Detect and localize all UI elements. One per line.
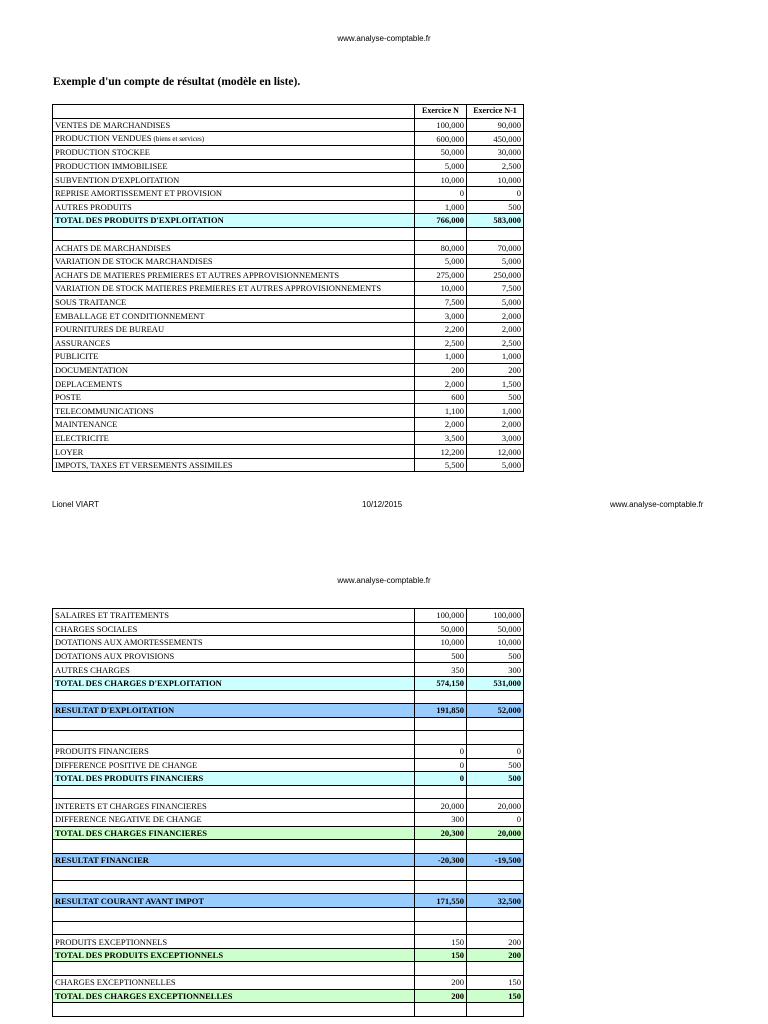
value-exercice-n1 (467, 867, 524, 881)
row-label (53, 431, 415, 445)
value-exercice-n1: 200 (467, 948, 524, 962)
row-label (53, 282, 415, 296)
row-label (53, 227, 415, 241)
row-label-text: RESULTAT COURANT AVANT IMPOT (55, 895, 205, 906)
value-exercice-n1: 32,500 (467, 894, 524, 908)
value-exercice-n: 574,150 (415, 676, 467, 690)
row-label (53, 132, 415, 146)
value-exercice-n: 2,000 (415, 418, 467, 432)
value-exercice-n: 0 (415, 744, 467, 758)
table-row (53, 649, 524, 663)
row-label (53, 214, 415, 228)
row-label-text: TOTAL DES PRODUITS D'EXPLOITATION (55, 215, 224, 226)
row-label (53, 812, 415, 826)
value-exercice-n: 1,000 (415, 350, 467, 364)
value-exercice-n: 12,200 (415, 445, 467, 459)
total-row (53, 853, 524, 867)
value-exercice-n: 500 (415, 649, 467, 663)
total-row (53, 214, 524, 228)
total-row (53, 772, 524, 786)
row-label-text: VARIATION DE STOCK MATIERES PREMIERES ET AUTRES APPROVISIONNEMENTS (55, 283, 382, 294)
value-exercice-n1: 7,500 (467, 282, 524, 296)
value-exercice-n (415, 867, 467, 881)
row-label (53, 894, 415, 908)
value-exercice-n1: 0 (467, 744, 524, 758)
table-row (53, 812, 524, 826)
row-label-text: PRODUITS FINANCIERS (55, 746, 149, 757)
table-row (53, 295, 524, 309)
value-exercice-n1: 500 (467, 772, 524, 786)
table-row (53, 377, 524, 391)
table-row (53, 118, 524, 132)
table-row (53, 799, 524, 813)
value-exercice-n1: 2,000 (467, 309, 524, 323)
row-label-text: ASSURANCES (55, 337, 111, 348)
table-row (53, 159, 524, 173)
table-row (53, 390, 524, 404)
row-label-text: ACHATS DE MARCHANDISES (55, 242, 171, 253)
blank-row (53, 1003, 524, 1017)
row-label-text: TOTAL DES CHARGES D'EXPLOITATION (55, 678, 222, 689)
value-exercice-n1: 5,000 (467, 254, 524, 268)
value-exercice-n1: 50,000 (467, 622, 524, 636)
value-exercice-n1: 500 (467, 200, 524, 214)
row-label (53, 676, 415, 690)
table-row (53, 322, 524, 336)
row-label-text: TELECOMMUNICATIONS (55, 405, 154, 416)
row-label (53, 921, 415, 935)
table-row (53, 282, 524, 296)
row-label-text: SOUS TRAITANCE (55, 297, 127, 308)
value-exercice-n1: 450,000 (467, 132, 524, 146)
value-exercice-n1: 0 (467, 186, 524, 200)
income-statement-table-page2 (52, 608, 524, 1017)
row-label (53, 363, 415, 377)
value-exercice-n1: 10,000 (467, 636, 524, 650)
value-exercice-n: 0 (415, 758, 467, 772)
table-header-row (53, 105, 524, 119)
value-exercice-n1 (467, 1003, 524, 1017)
table-row (53, 200, 524, 214)
row-label (53, 350, 415, 364)
value-exercice-n1 (467, 717, 524, 731)
value-exercice-n: 300 (415, 812, 467, 826)
row-label (53, 744, 415, 758)
value-exercice-n (415, 921, 467, 935)
table-row (53, 622, 524, 636)
row-label-text: PRODUCTION VENDUES (55, 133, 152, 144)
table-row (53, 336, 524, 350)
value-exercice-n1: 150 (467, 976, 524, 990)
value-exercice-n1: 20,000 (467, 826, 524, 840)
value-exercice-n1: 531,000 (467, 676, 524, 690)
table-row (53, 636, 524, 650)
value-exercice-n: 200 (415, 976, 467, 990)
table-row (53, 609, 524, 623)
row-label-text: DOTATIONS AUX PROVISIONS (55, 651, 175, 662)
value-exercice-n: 7,500 (415, 295, 467, 309)
value-exercice-n1: 5,000 (467, 458, 524, 472)
row-label-text: TOTAL DES PRODUITS EXCEPTIONNELS (55, 950, 224, 961)
blank-row (53, 731, 524, 745)
value-exercice-n (415, 717, 467, 731)
column-header-n1: Exercice N-1 (467, 105, 524, 119)
value-exercice-n (415, 962, 467, 976)
value-exercice-n1: 30,000 (467, 146, 524, 160)
value-exercice-n: 600,000 (415, 132, 467, 146)
row-label (53, 458, 415, 472)
value-exercice-n: 100,000 (415, 118, 467, 132)
blank-row (53, 867, 524, 881)
value-exercice-n: 1,000 (415, 200, 467, 214)
row-label-text: CHARGES EXCEPTIONNELLES (55, 977, 176, 988)
row-label (53, 322, 415, 336)
row-label-text: FOURNITURES DE BUREAU (55, 324, 165, 335)
blank-row (53, 880, 524, 894)
row-label-text: PRODUCTION IMMOBILISEE (55, 161, 168, 172)
total-row (53, 989, 524, 1003)
total-row (53, 894, 524, 908)
value-exercice-n1: 583,000 (467, 214, 524, 228)
value-exercice-n: 20,300 (415, 826, 467, 840)
row-label-text: MAINTENANCE (55, 419, 118, 430)
value-exercice-n: 150 (415, 935, 467, 949)
value-exercice-n: 2,000 (415, 377, 467, 391)
value-exercice-n (415, 880, 467, 894)
row-label (53, 989, 415, 1003)
value-exercice-n: 1,100 (415, 404, 467, 418)
value-exercice-n: 200 (415, 363, 467, 377)
row-label-text: IMPOTS, TAXES ET VERSEMENTS ASSIMILES (55, 460, 233, 471)
row-label-text: RESULTAT FINANCIER (55, 854, 149, 865)
value-exercice-n1: 1,500 (467, 377, 524, 391)
value-exercice-n: 3,500 (415, 431, 467, 445)
value-exercice-n: 766,000 (415, 214, 467, 228)
value-exercice-n: 20,000 (415, 799, 467, 813)
row-label-text: VENTES DE MARCHANDISES (55, 119, 171, 130)
table-row (53, 404, 524, 418)
value-exercice-n1: 52,000 (467, 704, 524, 718)
row-label (53, 254, 415, 268)
table-row (53, 976, 524, 990)
blank-row (53, 785, 524, 799)
row-label (53, 1003, 415, 1017)
value-exercice-n1: 5,000 (467, 295, 524, 309)
value-exercice-n1: -19,500 (467, 853, 524, 867)
total-row (53, 826, 524, 840)
table-row (53, 458, 524, 472)
value-exercice-n: 10,000 (415, 282, 467, 296)
row-label (53, 948, 415, 962)
table-row (53, 445, 524, 459)
table-row (53, 744, 524, 758)
row-label-text: EMBALLAGE ET CONDITIONNEMENT (55, 310, 205, 321)
row-label-text: TOTAL DES CHARGES FINANCIERES (55, 827, 208, 838)
value-exercice-n1 (467, 840, 524, 854)
blank-row (53, 921, 524, 935)
value-exercice-n: 191,850 (415, 704, 467, 718)
row-label (53, 309, 415, 323)
value-exercice-n1: 1,000 (467, 350, 524, 364)
row-label (53, 159, 415, 173)
row-label (53, 976, 415, 990)
footer-author: Lionel VIART (52, 500, 99, 509)
value-exercice-n: 10,000 (415, 173, 467, 187)
value-exercice-n1: 300 (467, 663, 524, 677)
row-label-text: TOTAL DES CHARGES EXCEPTIONNELLES (55, 990, 233, 1001)
blank-row (53, 690, 524, 704)
row-label (53, 799, 415, 813)
row-label (53, 731, 415, 745)
value-exercice-n (415, 785, 467, 799)
page-title: Exemple d'un compte de résultat (modèle en liste). (53, 76, 301, 88)
table-row (53, 758, 524, 772)
value-exercice-n (415, 908, 467, 922)
row-label (53, 690, 415, 704)
blank-row (53, 908, 524, 922)
value-exercice-n: -20,300 (415, 853, 467, 867)
row-label (53, 241, 415, 255)
table-row (53, 173, 524, 187)
value-exercice-n: 0 (415, 186, 467, 200)
table-row (53, 363, 524, 377)
value-exercice-n1: 250,000 (467, 268, 524, 282)
row-label (53, 663, 415, 677)
row-label-text: DOCUMENTATION (55, 364, 128, 375)
value-exercice-n1 (467, 731, 524, 745)
row-label-note: (biens et services) (153, 135, 205, 144)
table-row (53, 186, 524, 200)
value-exercice-n1: 500 (467, 649, 524, 663)
value-exercice-n: 5,000 (415, 254, 467, 268)
value-exercice-n1 (467, 227, 524, 241)
row-label (53, 173, 415, 187)
row-label (53, 908, 415, 922)
table-row (53, 268, 524, 282)
value-exercice-n1: 500 (467, 758, 524, 772)
table-row (53, 241, 524, 255)
row-label-text: DOTATIONS AUX AMORTESSEMENTS (55, 637, 203, 648)
header-label-cell (53, 105, 415, 119)
value-exercice-n1: 10,000 (467, 173, 524, 187)
row-label-text: SUBVENTION D'EXPLOITATION (55, 174, 180, 185)
row-label-text: INTERETS ET CHARGES FINANCIERES (55, 800, 207, 811)
row-label-text: POSTE (55, 392, 81, 403)
row-label (53, 636, 415, 650)
page2-header-site: www.analyse-comptable.fr (337, 576, 431, 585)
income-statement-table-page1 (52, 104, 524, 472)
row-label (53, 336, 415, 350)
value-exercice-n1: 12,000 (467, 445, 524, 459)
footer-date: 10/12/2015 (362, 500, 403, 509)
value-exercice-n (415, 840, 467, 854)
row-label (53, 717, 415, 731)
row-label (53, 609, 415, 623)
row-label-text: PUBLICITE (55, 351, 99, 362)
value-exercice-n1 (467, 690, 524, 704)
table-row (53, 663, 524, 677)
row-label-text: AUTRES PRODUITS (55, 201, 132, 212)
row-label (53, 840, 415, 854)
row-label (53, 704, 415, 718)
value-exercice-n1: 2,000 (467, 322, 524, 336)
row-label (53, 295, 415, 309)
table-row (53, 146, 524, 160)
value-exercice-n1: 100,000 (467, 609, 524, 623)
value-exercice-n1: 2,000 (467, 418, 524, 432)
value-exercice-n1: 90,000 (467, 118, 524, 132)
footer-site: www.analyse-comptable.fr (610, 500, 704, 509)
value-exercice-n: 80,000 (415, 241, 467, 255)
blank-row (53, 717, 524, 731)
row-label-text: DIFFERENCE NEGATIVE DE CHANGE (55, 814, 202, 825)
row-label (53, 935, 415, 949)
value-exercice-n (415, 731, 467, 745)
value-exercice-n: 350 (415, 663, 467, 677)
value-exercice-n (415, 227, 467, 241)
value-exercice-n1 (467, 921, 524, 935)
value-exercice-n: 50,000 (415, 146, 467, 160)
row-label-text: TOTAL DES PRODUITS FINANCIERS (55, 773, 204, 784)
value-exercice-n: 2,200 (415, 322, 467, 336)
value-exercice-n1: 500 (467, 390, 524, 404)
row-label (53, 826, 415, 840)
row-label-text: ELECTRICITE (55, 432, 109, 443)
row-label (53, 785, 415, 799)
value-exercice-n1: 1,000 (467, 404, 524, 418)
blank-row (53, 840, 524, 854)
row-label-text: LOYER (55, 446, 84, 457)
row-label (53, 268, 415, 282)
value-exercice-n (415, 1003, 467, 1017)
value-exercice-n: 150 (415, 948, 467, 962)
value-exercice-n: 50,000 (415, 622, 467, 636)
row-label (53, 118, 415, 132)
table-row (53, 350, 524, 364)
row-label-text: DEPLACEMENTS (55, 378, 123, 389)
table-row (53, 935, 524, 949)
row-label (53, 186, 415, 200)
value-exercice-n1: 200 (467, 935, 524, 949)
value-exercice-n1 (467, 880, 524, 894)
value-exercice-n1: 150 (467, 989, 524, 1003)
blank-row (53, 227, 524, 241)
row-label (53, 867, 415, 881)
value-exercice-n1: 2,500 (467, 336, 524, 350)
row-label (53, 853, 415, 867)
row-label (53, 377, 415, 391)
blank-row (53, 962, 524, 976)
total-row (53, 676, 524, 690)
value-exercice-n: 275,000 (415, 268, 467, 282)
row-label-text: CHARGES SOCIALES (55, 623, 138, 634)
row-label-text: REPRISE AMORTISSEMENT ET PROVISION (55, 188, 223, 199)
value-exercice-n: 10,000 (415, 636, 467, 650)
value-exercice-n: 200 (415, 989, 467, 1003)
value-exercice-n: 171,550 (415, 894, 467, 908)
row-label-text: ACHATS DE MATIERES PREMIERES ET AUTRES APPROVISIONNEMENTS (55, 269, 340, 280)
value-exercice-n1: 3,000 (467, 431, 524, 445)
row-label (53, 880, 415, 894)
row-label-text: VARIATION DE STOCK MARCHANDISES (55, 256, 213, 267)
table-row (53, 309, 524, 323)
row-label-text: DIFFERENCE POSITIVE DE CHANGE (55, 759, 198, 770)
row-label (53, 758, 415, 772)
table-row (53, 132, 524, 146)
value-exercice-n1: 2,500 (467, 159, 524, 173)
value-exercice-n1: 20,000 (467, 799, 524, 813)
value-exercice-n: 3,000 (415, 309, 467, 323)
column-header-n: Exercice N (415, 105, 467, 119)
value-exercice-n: 0 (415, 772, 467, 786)
value-exercice-n: 2,500 (415, 336, 467, 350)
row-label (53, 962, 415, 976)
row-label (53, 649, 415, 663)
table-row (53, 418, 524, 432)
value-exercice-n1: 70,000 (467, 241, 524, 255)
value-exercice-n: 5,000 (415, 159, 467, 173)
row-label (53, 390, 415, 404)
value-exercice-n: 600 (415, 390, 467, 404)
value-exercice-n (415, 690, 467, 704)
value-exercice-n1 (467, 962, 524, 976)
value-exercice-n1: 0 (467, 812, 524, 826)
row-label-text: PRODUCTION STOCKEE (55, 147, 151, 158)
row-label-text: AUTRES CHARGES (55, 664, 130, 675)
row-label (53, 772, 415, 786)
row-label (53, 418, 415, 432)
total-row (53, 704, 524, 718)
row-label (53, 200, 415, 214)
total-row (53, 948, 524, 962)
row-label (53, 146, 415, 160)
row-label-text: RESULTAT D'EXPLOITATION (55, 705, 175, 716)
row-label-text: PRODUITS EXCEPTIONNELS (55, 936, 168, 947)
row-label (53, 404, 415, 418)
value-exercice-n: 100,000 (415, 609, 467, 623)
value-exercice-n1 (467, 908, 524, 922)
value-exercice-n: 5,500 (415, 458, 467, 472)
value-exercice-n1 (467, 785, 524, 799)
row-label (53, 445, 415, 459)
value-exercice-n1: 200 (467, 363, 524, 377)
row-label (53, 622, 415, 636)
row-label-text: SALAIRES ET TRAITEMENTS (55, 610, 169, 621)
page-header-site: www.analyse-comptable.fr (337, 34, 431, 43)
table-row (53, 431, 524, 445)
table-row (53, 254, 524, 268)
